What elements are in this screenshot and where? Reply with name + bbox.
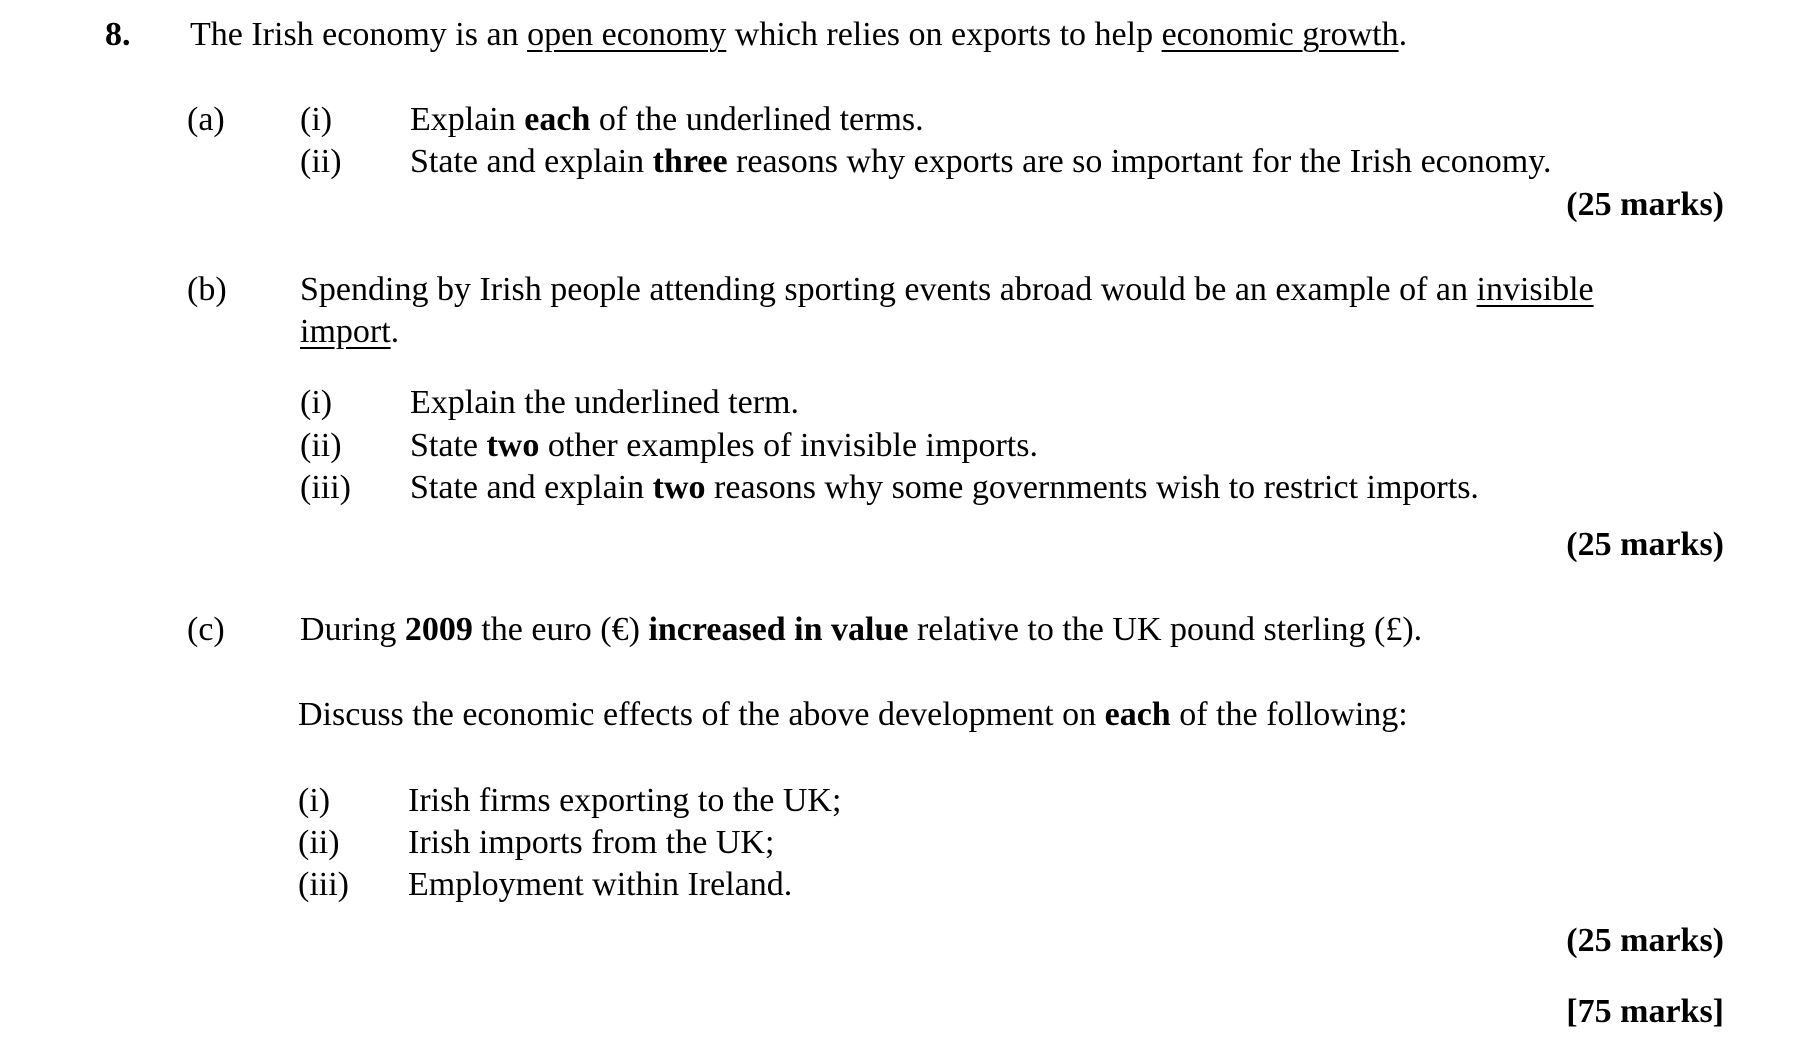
term-invisible: invisible <box>1476 271 1594 308</box>
part-c-discuss <box>298 698 1408 732</box>
bold-run: 2009 <box>404 611 473 648</box>
text-run: Discuss the economic effects of the above development on <box>298 696 1105 733</box>
text-run: . <box>390 313 400 350</box>
part-b-item-3-text <box>410 471 1479 505</box>
bold-run: increased in value <box>648 611 909 648</box>
part-a-item-2-number: (ii) <box>300 143 342 180</box>
part-a-item-2-text <box>410 145 1552 179</box>
text-run: During <box>300 611 405 648</box>
text-run: relative to the UK pound sterling (£). <box>908 611 1423 648</box>
bold-run: two <box>652 469 706 506</box>
part-c-item-3-number: (iii) <box>298 866 349 903</box>
text-run: Explain <box>410 101 525 138</box>
text-run: reasons why exports are so important for the Irish economy. <box>727 143 1552 180</box>
part-a-item-1-number: (i) <box>300 101 333 138</box>
part-b-label: (b) <box>187 271 227 308</box>
text-run: State and explain <box>410 143 653 180</box>
bold-run: two <box>486 427 540 464</box>
part-a-item-1-text <box>410 103 924 137</box>
text-run: reasons why some governments wish to restrict imports. <box>705 469 1479 506</box>
part-b-item-1-number: (i) <box>300 384 333 421</box>
part-a-marks: (25 marks) <box>1566 186 1724 223</box>
part-b-marks: (25 marks) <box>1566 526 1724 563</box>
text-run: other examples of invisible imports. <box>539 427 1038 464</box>
question-stem <box>190 18 1407 52</box>
total-marks: [75 marks] <box>1566 993 1724 1030</box>
term-economic-growth: economic growth <box>1161 16 1399 53</box>
part-b-item-2-text <box>410 429 1038 463</box>
bold-run: three <box>652 143 728 180</box>
part-c-intro <box>300 613 1422 647</box>
stem-text-2: which relies on exports to help <box>726 16 1162 53</box>
stem-text-3: . <box>1398 16 1408 53</box>
part-c-item-1-text: Irish firms exporting to the UK; <box>408 782 842 819</box>
text-run: of the following: <box>1170 696 1408 733</box>
text-run: State <box>410 427 487 464</box>
part-b-item-1-text: Explain the underlined term. <box>410 384 799 421</box>
question-number: 8. <box>105 16 131 53</box>
part-b-item-2-number: (ii) <box>300 427 342 464</box>
part-a-label: (a) <box>187 101 225 138</box>
bold-run: each <box>524 101 591 138</box>
bold-run: each <box>1104 696 1171 733</box>
part-c-marks: (25 marks) <box>1566 922 1724 959</box>
part-b-item-3-number: (iii) <box>300 469 351 506</box>
part-c-item-1-number: (i) <box>298 782 331 819</box>
text-run: Spending by Irish people attending sporting events abroad would be an example of an <box>300 271 1477 308</box>
part-c-item-2-text: Irish imports from the UK; <box>408 824 775 861</box>
part-c-item-2-number: (ii) <box>298 824 340 861</box>
text-run: the euro (€) <box>472 611 649 648</box>
part-b-intro-line-2 <box>300 315 399 349</box>
part-c-item-3-text: Employment within Ireland. <box>408 866 793 903</box>
term-import: import <box>300 313 391 350</box>
part-b-intro-line-1 <box>300 273 1594 307</box>
term-open-economy: open economy <box>527 16 727 53</box>
stem-text-1: The Irish economy is an <box>190 16 528 53</box>
part-c-label: (c) <box>187 611 225 648</box>
text-run: of the underlined terms. <box>590 101 924 138</box>
text-run: State and explain <box>410 469 653 506</box>
